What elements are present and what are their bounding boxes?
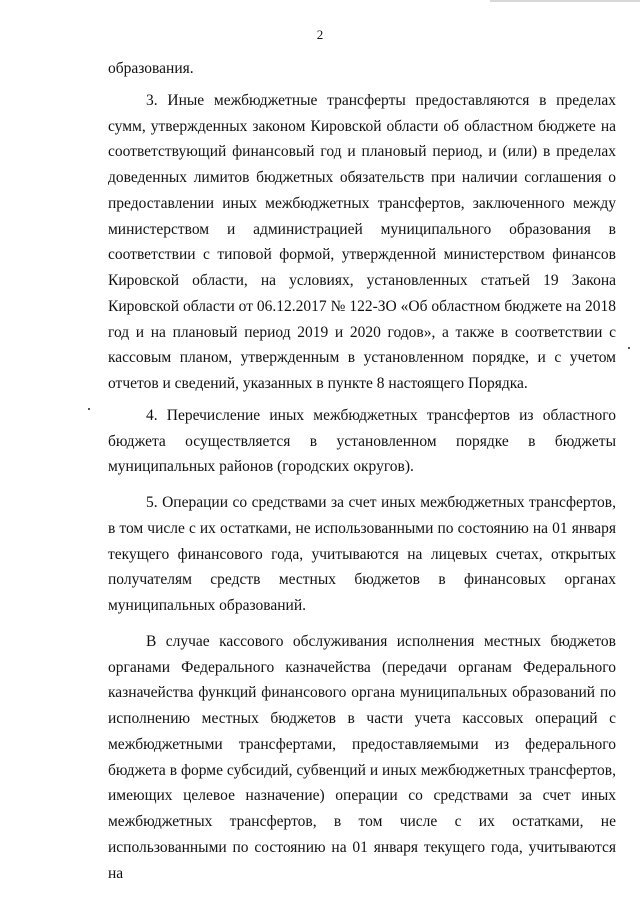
- page-number: 2: [316, 27, 324, 42]
- scan-speck: [628, 347, 630, 349]
- paragraph-continuation: образования.: [108, 60, 194, 77]
- paragraph-item-3: 3. Иные межбюджетные трансферты предоставляются в пределах сумм, утвержденных законом Кировской области об областном бюджете на соответствующий финансовый год и плановый период, и (или) в пределах доведенных лимитов бюджетных обязательств при наличии соглашения о предоставлении иных межбюджетных трансфертов, заключенного между министерством и администрацией муниципального образования в соответствии с типовой формой, утвержденной министерством финансов Кировской области, на условиях, установленных статьей 19 Закона Кировской области от 06.12.2017 № 122-ЗО «Об областном бюджете на 2018 год и на плановый период 2019 и 2020 годов», а также в соответствии с кассовым планом, утвержденным в установленном порядке, и с учетом отчетов и сведений, указанных в пункте 8 настоящего Порядка.: [108, 91, 616, 392]
- paragraph-federal-treasury: В случае кассового обслуживания исполнения местных бюджетов органами Федерального казначейства (передачи органам Федерального казначейства функций финансового органа муниципальных образований по исполнению местных бюджетов в части учета кассовых операций с межбюджетными трансфертами, предоставляемыми из федерального бюджета в форме субсидий, субвенций и иных межбюджетных трансфертов, имеющих целевое назначение) операции со средствами за счет иных межбюджетных трансфертов, в том числе с их остатками, не использованными по состоянию на 01 января текущего года, учитываются на: [108, 632, 616, 882]
- document-body: [108, 56, 616, 886]
- scan-speck: [88, 408, 90, 410]
- paragraph-item-5: 5. Операции со средствами за счет иных межбюджетных трансфертов, в том числе с их остатками, не использованными по состоянию на 01 января текущего финансового года, учитываются на лицевых счетах, открытых получателям средств местных бюджетов в финансовых органах муниципальных образований.: [108, 494, 616, 614]
- scan-edge-line: [490, 0, 640, 2]
- paragraph-item-4: 4. Перечисление иных межбюджетных трансфертов из областного бюджета осуществляется в установленном порядке в бюджеты муниципальных районов (городских округов).: [108, 406, 616, 476]
